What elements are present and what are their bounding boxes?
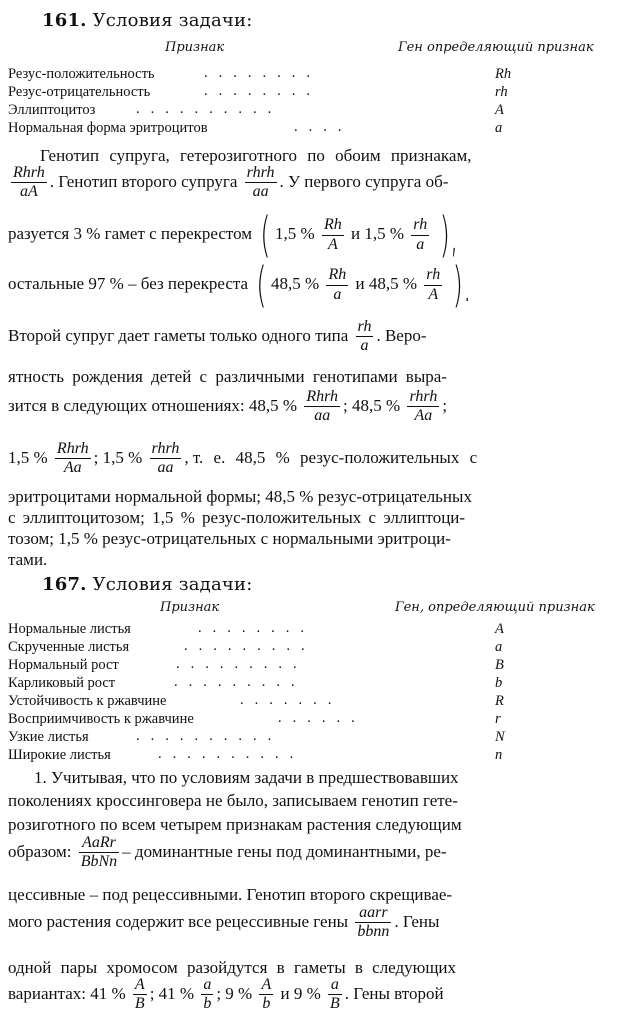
trait-row [8, 66, 568, 84]
paragraph-line: розиготного по всем четырем признакам растения следующим [8, 815, 462, 834]
paragraph-line: Генотип супруга, гетерозиготного по обоим признакам, [40, 146, 472, 165]
column-header-trait: Признак [165, 40, 225, 55]
leader-dots: ........ [198, 620, 315, 636]
paragraph-line: Rhrh aA . Генотип второго супруга rhrh aa . У первого супруга об- [13, 164, 449, 201]
trait-row [8, 120, 568, 138]
leader-dots: .......... [136, 728, 283, 744]
paragraph-line: вариантах: 41 % $\frac{A}{B}$ ; 41 % $\frac{a}{b}$ ; 9 % $\frac{A}{b}$ и 9 % $\frac{a}{B}$ . Гены второй [8, 976, 444, 1013]
paragraph-line: поколениях кроссинговера не было, записываем генотип гете- [8, 791, 458, 810]
column-header-gene: Ген определяющий признак [398, 40, 594, 55]
paragraph-line: эритроцитами нормальной формы; 48,5 % резус-отрицательных [8, 487, 472, 506]
genotype-fraction: $\frac{a}{B}$ [330, 976, 340, 1013]
trait-name: Узкие листья [8, 729, 89, 745]
paragraph-line: зится в следующих отношениях: 48,5 % Rhrh aa ; 48,5 % rhrh Aa ; [8, 388, 448, 425]
genotype-fraction: $\frac{rh}{a}$ [413, 216, 428, 253]
leader-dots: ...... [278, 710, 366, 726]
genotype-fraction: AaRr BbNn [80, 834, 118, 871]
trait-row [8, 711, 568, 729]
trait-name: Широкие листья [8, 747, 111, 763]
gene-symbol: Rh [495, 66, 512, 82]
gene-symbol: B [495, 657, 504, 673]
trait-name: Устойчивость к ржавчине [8, 693, 167, 709]
genotype-fraction: $\frac{A}{B}$ [134, 976, 145, 1013]
trait-name: Скрученные листья [8, 639, 130, 655]
genotype-fraction: $\frac{rh}{A}$ [426, 266, 441, 303]
paragraph-line: цессивные – под рецессивными. Генотип второго скрещивае- [8, 885, 453, 904]
leader-dots: ......... [176, 656, 308, 672]
leader-dots: ....... [240, 692, 343, 708]
trait-row [8, 621, 568, 639]
genotype-fraction: $\frac{a}{b}$ [203, 976, 212, 1013]
genotype-fraction: rhrh Aa [409, 388, 438, 425]
paragraph-line: одной пары хромосом разойдутся в гаметы в следующих [8, 958, 457, 977]
trait-row [8, 693, 568, 711]
trait-row [8, 639, 568, 657]
trait-name: Карликовый рост [8, 675, 116, 691]
gene-symbol: b [495, 675, 503, 691]
task-title: Условия задачи: [92, 10, 253, 31]
leader-dots: ........ [204, 65, 321, 81]
genotype-fraction: $\frac{Rh}{a}$ [328, 266, 347, 303]
paragraph-line: с эллиптоцитозом; 1,5 % резус-положительных с эллиптоци- [8, 508, 466, 527]
paragraph-line: образом: AaRr BbNn – доминантные гены под доминантными, ре- [8, 834, 447, 871]
trait-row [8, 747, 568, 765]
gene-symbol: A [495, 102, 504, 118]
trait-row [8, 102, 568, 120]
gene-symbol: rh [495, 84, 508, 100]
gene-symbol: A [495, 621, 504, 637]
trait-name: Нормальный рост [8, 657, 119, 673]
paragraph-line: 1,5 % Rhrh Aa ; 1,5 % rhrh aa , т. е. 48,5 % резус-положительных с [8, 440, 478, 477]
paragraph-line: 1. Учитывая, что по условиям задачи в предшествовавших [34, 768, 459, 787]
genotype-fraction: rhrh aa [151, 440, 180, 477]
leader-dots: .......... [136, 101, 283, 117]
leader-dots: ........ [204, 83, 321, 99]
paragraph-line: остальные 97 % – без перекреста ( 48,5 % $\frac{Rh}{a}$ и 48,5 % $\frac{rh}{A}$ ). [8, 257, 472, 313]
column-header-trait: Признак [160, 600, 220, 615]
genotype-fraction: $\frac{rh}{a}$ [357, 318, 372, 355]
gene-symbol: a [495, 120, 503, 136]
trait-row [8, 729, 568, 747]
paragraph-line: Второй супруг дает гаметы только одного типа $\frac{rh}{a}$ . Веро- [8, 318, 427, 355]
genotype-fraction: $\frac{Rh}{A}$ [323, 216, 342, 253]
paragraph-line: тами. [8, 550, 48, 569]
genotype-fraction: Rhrh Aa [56, 440, 89, 477]
trait-name: Резус-положительность [8, 66, 155, 82]
gene-symbol: N [495, 729, 505, 745]
paragraph-line: разуется 3 % гамет с перекрестом ( 1,5 % $\frac{Rh}{A}$ и 1,5 % $\frac{rh}{a}$ ), [8, 207, 459, 263]
trait-name: Восприимчивость к ржавчине [8, 711, 194, 727]
gene-symbol: R [495, 693, 504, 709]
genotype-fraction: $\frac{A}{b}$ [261, 976, 272, 1013]
task-number: 161. [42, 10, 87, 31]
trait-name: Нормальная форма эритроцитов [8, 120, 208, 136]
gene-symbol: r [495, 711, 501, 727]
trait-row [8, 84, 568, 102]
paragraph-line: ятность рождения детей с различными генотипами выра- [8, 367, 447, 386]
trait-name: Эллиптоцитоз [8, 102, 96, 118]
trait-row [8, 675, 568, 693]
trait-name: Нормальные листья [8, 621, 131, 637]
task-number: 167. [42, 574, 87, 595]
paragraph-line: тозом; 1,5 % резус-отрицательных с нормальными эритроци- [8, 529, 451, 548]
genotype-fraction: Rhrh aA [13, 164, 45, 201]
paragraph-line: мого растения содержит все рецессивные гены aarr bbnn . Гены [8, 904, 440, 941]
task-title: Условия задачи: [92, 574, 253, 595]
task-161-heading [42, 10, 252, 31]
trait-name: Резус-отрицательность [8, 84, 151, 100]
gene-symbol: a [495, 639, 503, 655]
genotype-fraction: rhrh aa [246, 164, 275, 201]
genotype-fraction: aarr bbnn [357, 904, 390, 941]
trait-row [8, 657, 568, 675]
leader-dots: .......... [158, 746, 305, 762]
genotype-fraction: Rhrh aa [306, 388, 339, 425]
column-header-gene: Ген, определяющий признак [395, 600, 595, 615]
leader-dots: .... [294, 119, 353, 135]
leader-dots: ......... [184, 638, 316, 654]
task-167-heading [42, 574, 252, 595]
leader-dots: ......... [174, 674, 306, 690]
gene-symbol: n [495, 747, 503, 763]
